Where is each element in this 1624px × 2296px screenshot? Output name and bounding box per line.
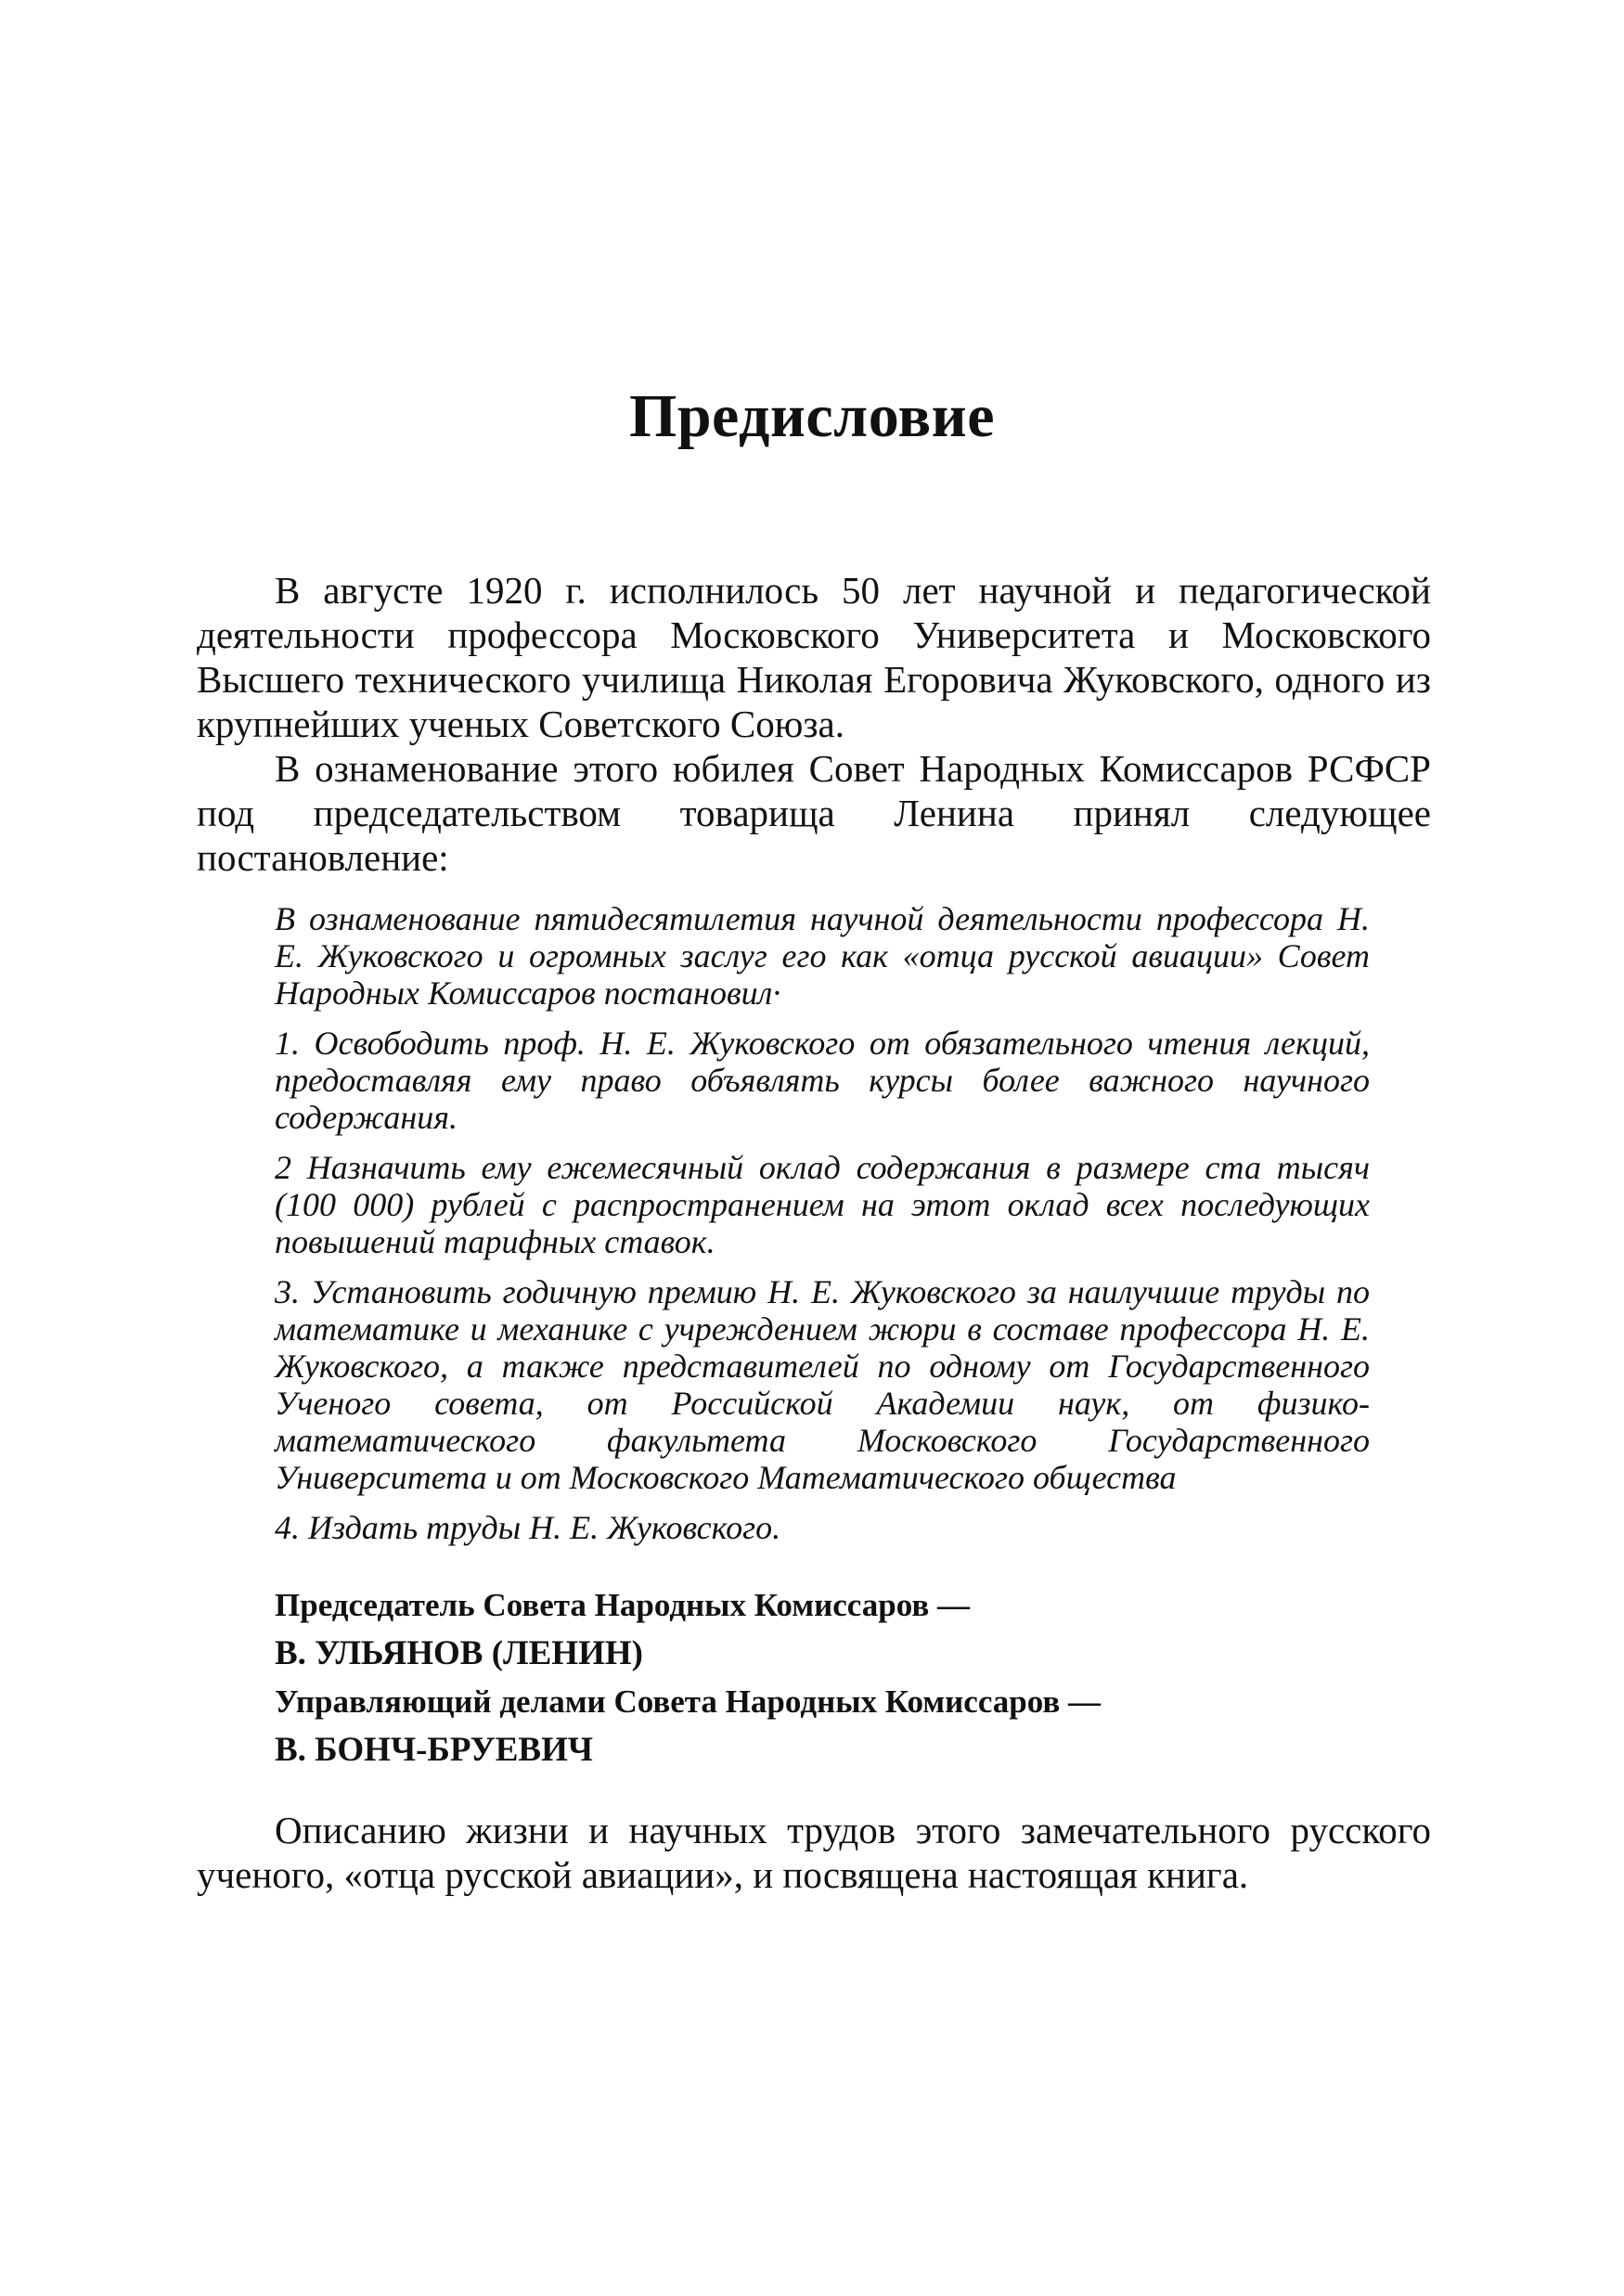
chairman-name: В. УЛЬЯНОВ (ЛЕНИН) (275, 1634, 643, 1672)
decree-item: 2 Назначить ему ежемесячный оклад содержания в размере ста тысяч (100 000) рублей с распространением на этот оклад всех последующих повышений тарифных ставок. (275, 1149, 1370, 1260)
chairman-title: Председатель Совета Народных Комиссаров — (275, 1587, 970, 1623)
closing-paragraph: Описанию жизни и научных трудов этого замечательного русского ученого, «отца русской авиации», и посвящена настоящая книга. (197, 1809, 1431, 1896)
page-title: Предисловие (628, 382, 996, 451)
decree-item: 3. Установить годичную премию Н. Е. Жуковского за наилучшие труды по математике и механике с учреждением жюри в составе профессора Н. Е. Жуковского, а также представителей по одному от Государственного Ученого совета, от Российской Академии наук, от физико-математического факультета Московского Государственного Университета и от Московского Математического общества (275, 1273, 1370, 1496)
manager-title: Управляющий делами Совета Народных Комиссаров — (275, 1683, 1102, 1720)
intro-paragraph: В августе 1920 г. исполнилось 50 лет научной и педагогической деятельности профессора Московского Университета и Московского Высшего технического училища Николая Егоровича Жуковского, одного из крупнейших ученых Советского Союза. (197, 569, 1431, 745)
decree-quote (275, 900, 1370, 1559)
intro-section (197, 568, 1431, 880)
manager-name: В. БОНЧ-БРУЕВИЧ (275, 1731, 594, 1769)
signature-block (275, 1581, 1370, 1774)
decree-item: 1. Освободить проф. Н. Е. Жуковского от обязательного чтения лекций, предоставляя ему право объявлять курсы более важного научного содержания. (275, 1025, 1370, 1136)
decree-preamble: В ознаменование пятидесятилетия научной деятельности профессора Н. Е. Жуковского и огромных заслуг его как «отца русской авиации» Совет Народных Комиссаров постановил· (275, 900, 1370, 1012)
decree-item: 4. Издать труды Н. Е. Жуковского. (275, 1509, 781, 1546)
closing-section (197, 1808, 1431, 1897)
intro-paragraph: В ознаменование этого юбилея Совет Народных Комиссаров РСФСР под председательством товарища Ленина принял следующее постановление: (197, 747, 1431, 879)
